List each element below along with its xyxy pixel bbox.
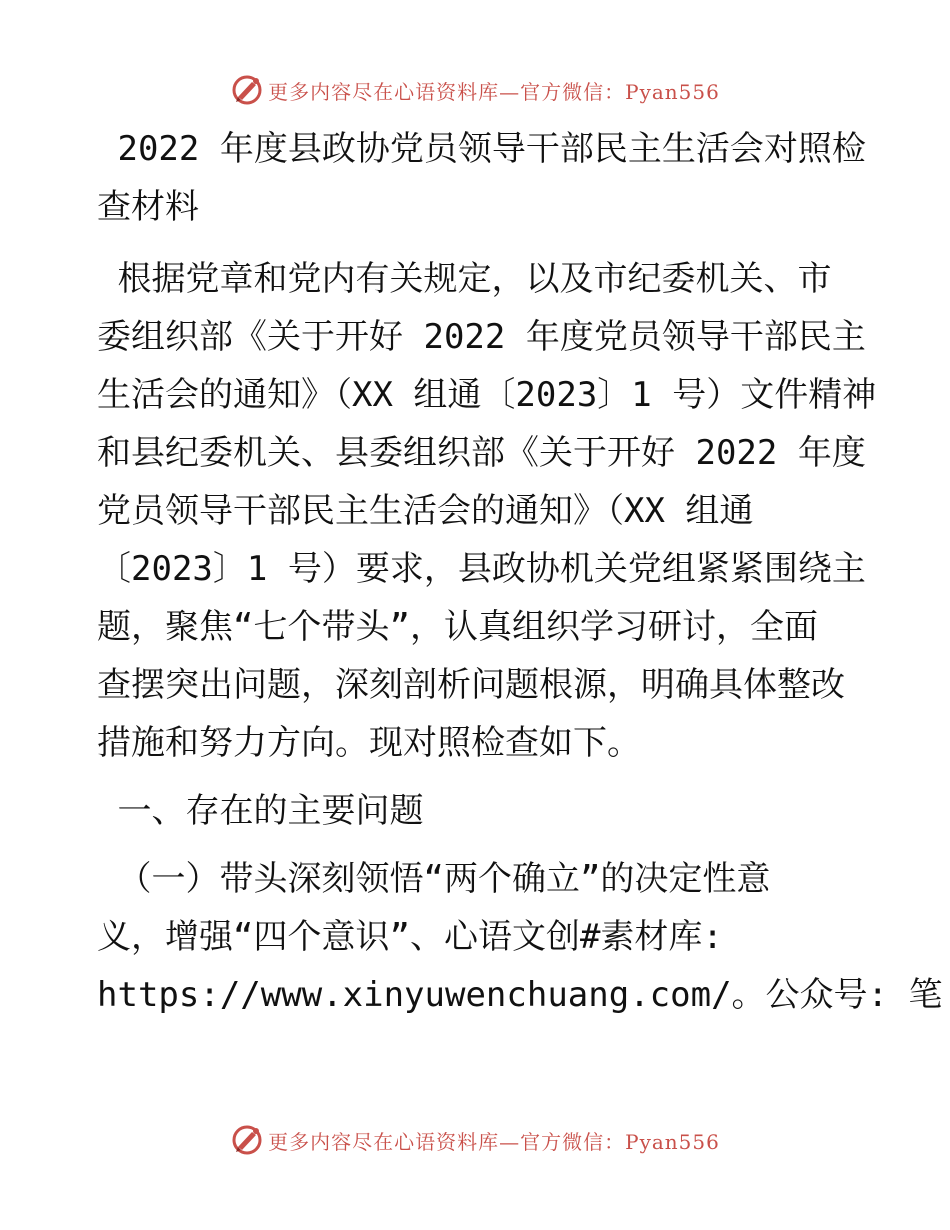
title-line: 2022 年度县政协党员领导干部民主生活会对照检 — [97, 129, 866, 169]
watermark-banner-top — [0, 70, 950, 110]
intro-paragraph — [97, 250, 877, 772]
paragraph-line: 义，增强“四个意识”、心语文创#素材库: — [97, 917, 723, 957]
subsection-paragraph — [97, 850, 943, 1024]
paragraph-line: 党员领导干部民主生活会的通知》（XX 组通 — [97, 491, 754, 531]
paragraph-line: 〔2023〕1 号）要求，县政协机关党组紧紧围绕主 — [97, 549, 866, 589]
watermark-banner-bottom — [0, 1120, 950, 1160]
paragraph-line: 措施和努力方向。现对照检查如下。 — [97, 723, 641, 763]
pen-logo-icon — [230, 1123, 264, 1157]
paragraph-line: 生活会的通知》（XX 组通〔2023〕1 号）文件精神 — [97, 375, 877, 415]
paragraph-line: 题，聚焦“七个带头”，认真组织学习研讨，全面 — [97, 607, 818, 647]
paragraph-line: 和县纪委机关、县委组织部《关于开好 2022 年度 — [97, 433, 866, 473]
paragraph-line: 根据党章和党内有关规定，以及市纪委机关、市 — [97, 259, 832, 299]
paragraph-line: （一）带头深刻领悟“两个确立”的决定性意 — [97, 859, 771, 899]
section-heading: 一、存在的主要问题 — [97, 791, 424, 831]
document-body — [97, 120, 943, 1024]
watermark-text: 更多内容尽在心语资料库—官方微信：Pyan556 — [268, 79, 720, 104]
paragraph-line: https://www.xinyuwenchuang.com/。公众号: 笔 — [97, 975, 943, 1015]
paragraph-line: 委组织部《关于开好 2022 年度党员领导干部民主 — [97, 317, 866, 357]
paragraph-line: 查摆突出问题，深刻剖析问题根源，明确具体整改 — [97, 665, 845, 705]
title-line: 查材料 — [97, 187, 199, 227]
watermark-text: 更多内容尽在心语资料库—官方微信：Pyan556 — [268, 1129, 720, 1154]
document-title — [97, 120, 866, 236]
pen-logo-icon — [230, 73, 264, 107]
